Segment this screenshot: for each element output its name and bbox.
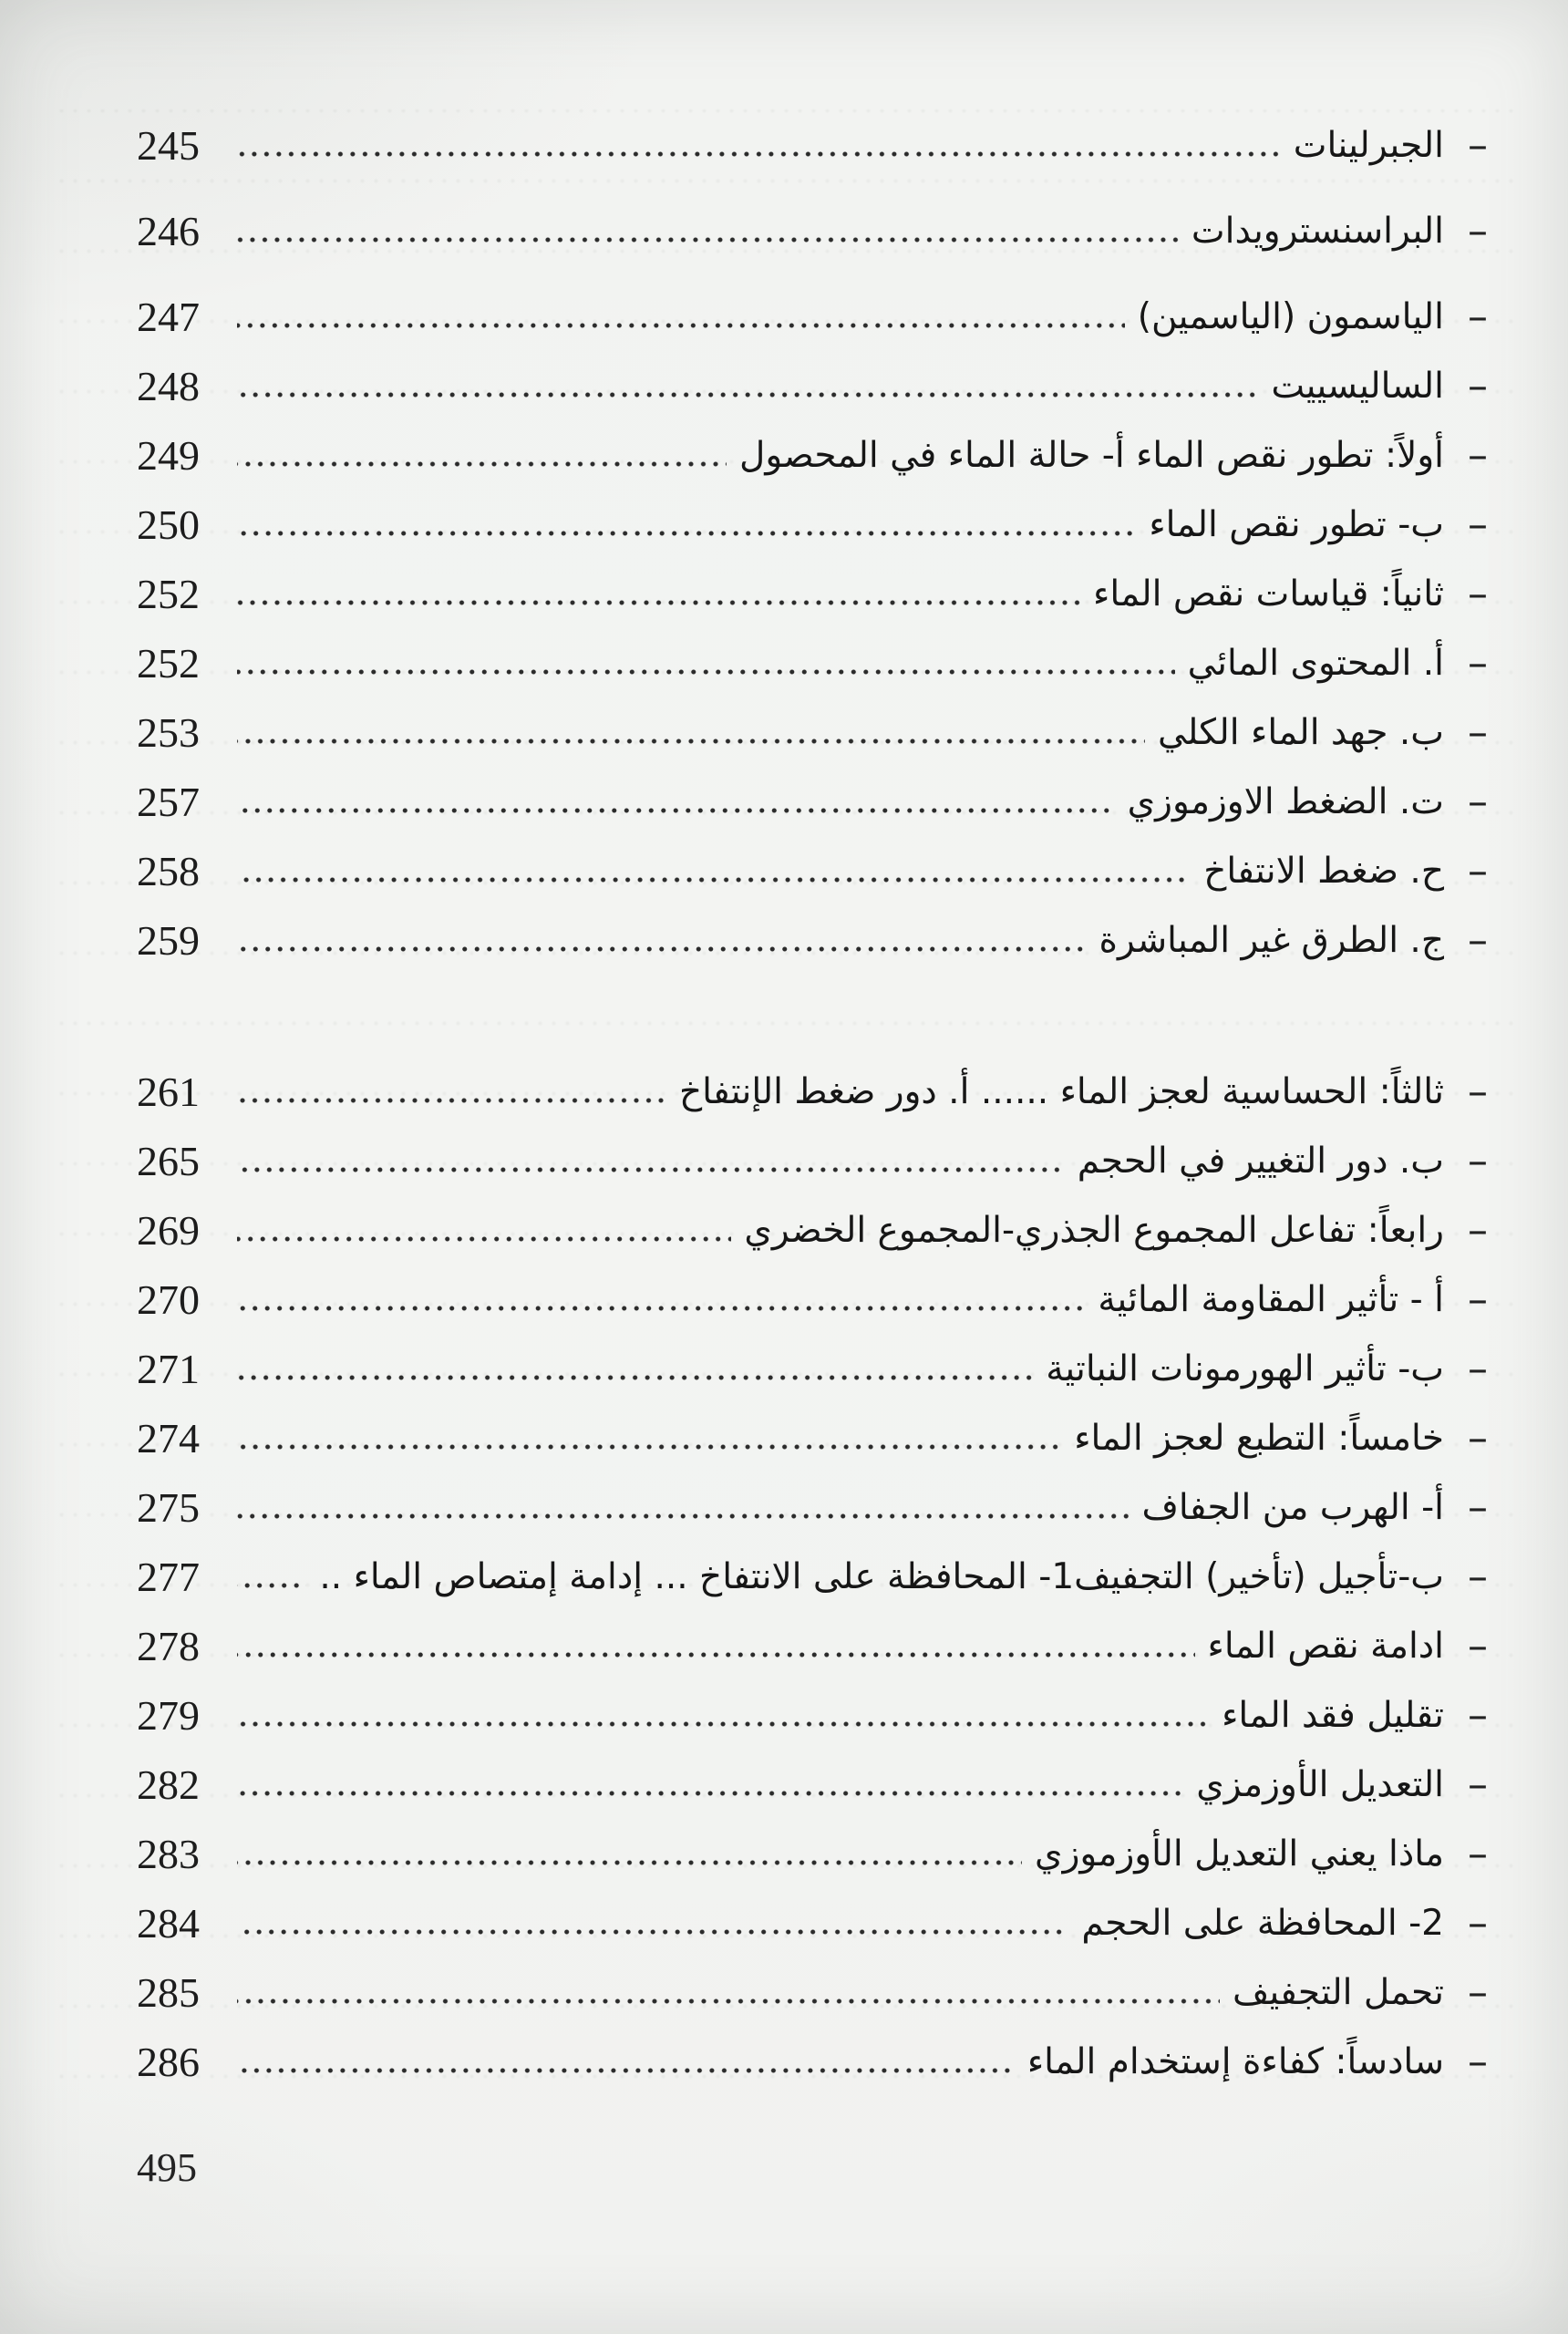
toc-entry-title: أولاً: تطور نقص الماء أ- حالة الماء في المحصول xyxy=(739,435,1444,476)
toc-entry xyxy=(137,1348,1488,1391)
dash-bullet-icon: – xyxy=(1468,1415,1488,1461)
toc-entry xyxy=(137,780,1488,824)
toc-entry-title: رابعاً: تفاعل المجموع الجذري-المجموع الخضري xyxy=(744,1210,1444,1251)
dot-leader xyxy=(237,667,1175,676)
dot-leader xyxy=(237,1304,1085,1313)
toc-entry xyxy=(137,295,1488,339)
dot-leader xyxy=(237,1858,1022,1867)
dot-leader xyxy=(237,1442,1061,1451)
toc-entry-title: ماذا يعني التعديل الأوزموزي xyxy=(1035,1833,1444,1874)
toc-entry xyxy=(137,1140,1488,1183)
toc-entry xyxy=(137,503,1488,547)
toc-entry-page: 269 xyxy=(137,1207,200,1254)
dot-leader xyxy=(237,2066,1015,2075)
toc-entry-page: 279 xyxy=(137,1692,200,1739)
toc-entry-title: الياسمون (الياسمين) xyxy=(1137,296,1444,337)
toc-entry xyxy=(137,919,1488,963)
dot-leader xyxy=(237,1234,731,1244)
toc-entry-title: ثانياً: قياسات نقص الماء xyxy=(1093,573,1444,614)
dot-leader xyxy=(237,529,1136,538)
dash-bullet-icon: – xyxy=(1468,917,1488,964)
toc-entry-page: 274 xyxy=(137,1415,200,1461)
dot-leader xyxy=(237,1720,1209,1729)
toc-entry-page: 265 xyxy=(137,1138,200,1184)
toc-entry-page: 252 xyxy=(137,571,200,617)
dash-bullet-icon: – xyxy=(1468,1692,1488,1739)
toc-entry-title: أ. المحتوى المائي xyxy=(1187,643,1444,684)
toc-list xyxy=(137,124,1488,2110)
dash-bullet-icon: – xyxy=(1468,363,1488,409)
dash-bullet-icon: – xyxy=(1468,1346,1488,1392)
dash-bullet-icon: – xyxy=(1468,848,1488,894)
toc-entry-page: 283 xyxy=(137,1831,200,1877)
toc-entry-page: 245 xyxy=(137,122,200,169)
toc-entry xyxy=(137,1555,1488,1599)
toc-entry-page: 259 xyxy=(137,917,200,964)
toc-entry-title: أ- الهرب من الجفاف xyxy=(1141,1487,1444,1528)
dot-leader xyxy=(237,390,1258,399)
toc-entry-title: التعديل الأوزمزي xyxy=(1196,1764,1444,1805)
dot-leader xyxy=(237,1581,306,1590)
dot-leader xyxy=(237,1373,1033,1382)
toc-entry xyxy=(137,1625,1488,1668)
toc-entry-title: ح. ضغط الانتفاخ xyxy=(1203,851,1444,892)
toc-entry-title: ب- تطور نقص الماء xyxy=(1149,504,1444,545)
toc-entry-page: 285 xyxy=(137,1969,200,2016)
dash-bullet-icon: – xyxy=(1468,501,1488,548)
toc-entry-title: 2- المحافظة على الحجم xyxy=(1081,1903,1444,1944)
toc-entry-title: ثالثاً: الحساسية لعجز الماء ...... أ. دور ضغط الإنتفاخ xyxy=(679,1071,1444,1112)
dash-bullet-icon: – xyxy=(1468,1069,1488,1115)
toc-entry-title: الجبرلينات xyxy=(1293,125,1444,166)
dot-leader xyxy=(237,1512,1129,1521)
toc-entry-page: 249 xyxy=(137,432,200,479)
dot-leader xyxy=(237,1997,1220,2006)
dot-leader xyxy=(237,150,1281,159)
toc-entry xyxy=(137,1486,1488,1530)
dash-bullet-icon: – xyxy=(1468,640,1488,687)
toc-entry-page: 278 xyxy=(137,1623,200,1669)
toc-entry-title: أ - تأثير المقاومة المائية xyxy=(1098,1279,1444,1320)
toc-entry-title: الساليسييت xyxy=(1271,366,1444,407)
toc-entry xyxy=(137,1209,1488,1253)
dot-leader xyxy=(237,598,1080,607)
dash-bullet-icon: – xyxy=(1468,779,1488,825)
toc-entry-page: 246 xyxy=(137,208,200,254)
toc-entry-title: ب. جهد الماء الكلي xyxy=(1157,712,1444,753)
toc-entry-title: سادساً: كفاءة إستخدام الماء xyxy=(1026,2041,1444,2082)
toc-entry-title: ادامة نقص الماء xyxy=(1207,1626,1444,1667)
toc-entry-title: ب- تأثير الهورمونات النباتية xyxy=(1046,1348,1444,1389)
toc-entry-page: 270 xyxy=(137,1276,200,1323)
toc-entry-title: ب-تأجيل (تأخير) التجفيف1- المحافظة على الانتفاخ ... إدامة إمتصاص الماء .. xyxy=(319,1556,1444,1597)
toc-entry-title: ت. الضغط الاوزموزي xyxy=(1127,781,1444,822)
dot-leader xyxy=(237,737,1145,746)
dot-leader xyxy=(237,1096,666,1105)
toc-entry-page: 261 xyxy=(137,1069,200,1115)
toc-entry-title: تقليل فقد الماء xyxy=(1222,1695,1444,1736)
dash-bullet-icon: – xyxy=(1468,2039,1488,2085)
toc-entry xyxy=(137,210,1488,253)
toc-entry xyxy=(137,642,1488,686)
dot-leader xyxy=(237,460,727,469)
dot-leader xyxy=(237,875,1191,884)
dash-bullet-icon: – xyxy=(1468,1276,1488,1323)
toc-entry xyxy=(137,2040,1488,2084)
toc-entry-page: 257 xyxy=(137,779,200,825)
dash-bullet-icon: – xyxy=(1468,1554,1488,1600)
toc-entry xyxy=(137,850,1488,893)
toc-entry-title: البراسنسترويدات xyxy=(1191,211,1444,252)
toc-entry-page: 277 xyxy=(137,1554,200,1600)
dash-bullet-icon: – xyxy=(1468,1207,1488,1254)
toc-entry-page: 284 xyxy=(137,1900,200,1947)
toc-entry-title: تحمل التجفيف xyxy=(1232,1972,1444,2013)
toc-entry xyxy=(137,1417,1488,1461)
toc-entry xyxy=(137,365,1488,408)
dot-leader xyxy=(237,321,1125,330)
toc-entry-page: 252 xyxy=(137,640,200,687)
toc-entry-page: 271 xyxy=(137,1346,200,1392)
dash-bullet-icon: – xyxy=(1468,122,1488,169)
dash-bullet-icon: – xyxy=(1468,709,1488,756)
dot-leader xyxy=(237,1650,1195,1659)
dash-bullet-icon: – xyxy=(1468,1831,1488,1877)
dash-bullet-icon: – xyxy=(1468,1761,1488,1808)
dash-bullet-icon: – xyxy=(1468,1623,1488,1669)
toc-entry-page: 253 xyxy=(137,709,200,756)
dot-leader xyxy=(237,235,1179,244)
dash-bullet-icon: – xyxy=(1468,294,1488,340)
toc-entry xyxy=(137,1902,1488,1946)
dash-bullet-icon: – xyxy=(1468,432,1488,479)
dash-bullet-icon: – xyxy=(1468,1969,1488,2016)
toc-entry xyxy=(137,1278,1488,1322)
toc-entry-page: 286 xyxy=(137,2039,200,2085)
toc-entry xyxy=(137,1694,1488,1738)
dash-bullet-icon: – xyxy=(1468,208,1488,254)
toc-entry-page: 250 xyxy=(137,501,200,548)
toc-entry-page: 258 xyxy=(137,848,200,894)
dot-leader xyxy=(237,1789,1183,1798)
toc-entry-title: خامساً: التطبع لعجز الماء xyxy=(1074,1418,1444,1459)
toc-entry xyxy=(137,434,1488,478)
toc-entry xyxy=(137,1763,1488,1807)
toc-entry-title: ج. الطرق غير المباشرة xyxy=(1099,920,1444,961)
dot-leader xyxy=(237,1927,1068,1936)
toc-entry xyxy=(137,1070,1488,1114)
dot-leader xyxy=(237,1165,1065,1174)
toc-entry-page: 248 xyxy=(137,363,200,409)
dash-bullet-icon: – xyxy=(1468,1900,1488,1947)
toc-entry xyxy=(137,124,1488,168)
dot-leader xyxy=(237,945,1087,954)
toc-entry-page: 275 xyxy=(137,1484,200,1531)
toc-entry xyxy=(137,573,1488,616)
toc-entry xyxy=(137,1833,1488,1876)
toc-entry-page: 282 xyxy=(137,1761,200,1808)
dot-leader xyxy=(237,806,1115,815)
dash-bullet-icon: – xyxy=(1468,1138,1488,1184)
dash-bullet-icon: – xyxy=(1468,1484,1488,1531)
dash-bullet-icon: – xyxy=(1468,571,1488,617)
toc-entry xyxy=(137,711,1488,755)
toc-entry-title: ب. دور التغيير في الحجم xyxy=(1077,1141,1444,1182)
toc-entry xyxy=(137,1971,1488,2015)
toc-entry-page: 247 xyxy=(137,294,200,340)
footer-page-number: 495 xyxy=(137,2145,197,2190)
